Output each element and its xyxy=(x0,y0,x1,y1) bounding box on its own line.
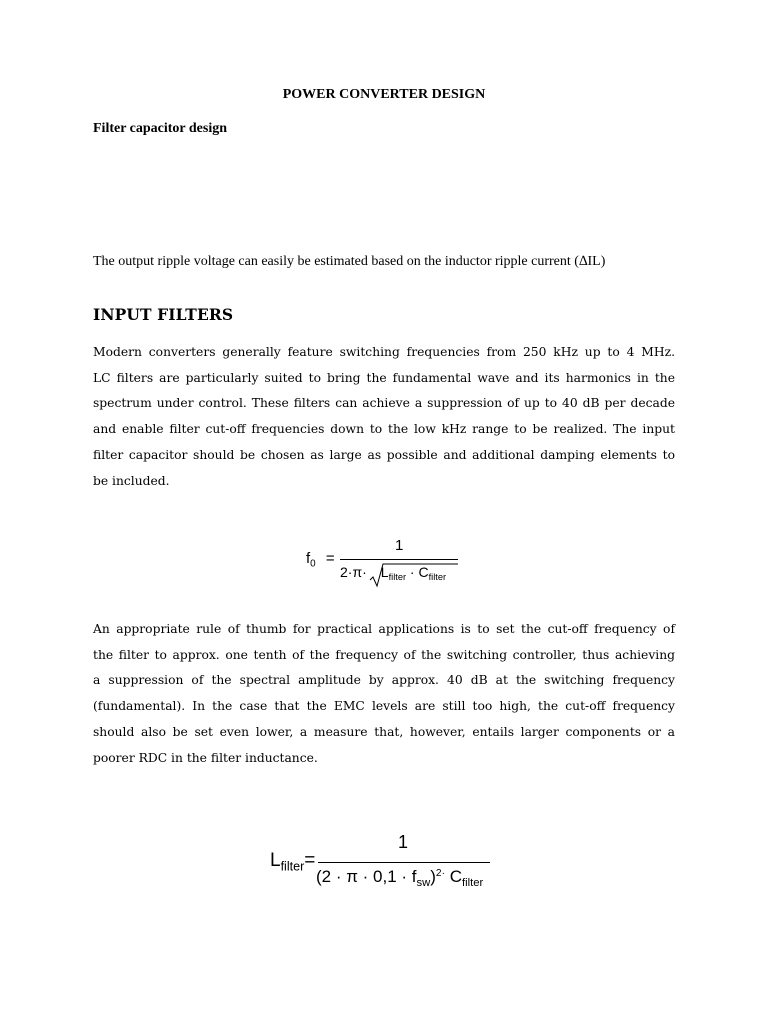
paragraph-line: the filter to approx. one tenth of the frequency of the switching controller, thus achieving xyxy=(93,647,675,662)
cutoff-frequency-equation xyxy=(300,534,470,594)
input-filters-paragraph xyxy=(93,340,675,494)
paragraph-line: (fundamental). In the case that the EMC levels are still too high, the cut-off frequency xyxy=(93,699,675,714)
paragraph-line: spectrum under control. These filters can achieve a suppression of up to 40 dB per decade xyxy=(93,396,675,411)
paragraph-line: be included. xyxy=(93,473,170,488)
equation-lhs: $L_{filter}=$ xyxy=(270,850,316,874)
equation-numerator: 1 xyxy=(395,537,404,554)
document-title: POWER CONVERTER DESIGN xyxy=(282,87,486,102)
equation-denominator: $(2 \cdot \pi \cdot 0,1 \cdot f_{sw})^{2\cdot}$ $C_{filter}$ xyxy=(316,867,484,889)
paragraph-line: a suppression of the spectral amplitude by approx. 40 dB at the switching frequency xyxy=(93,673,675,688)
paragraph-line: should also be set even lower, a measure that, however, entails larger components or a xyxy=(93,724,675,739)
equation-denominator: $2\cdot\pi\cdot L_{filter} \cdot C_{filter}$ xyxy=(340,564,447,583)
paragraph-line: LC filters are particularly suited to bring the fundamental wave and its harmonics in the xyxy=(93,370,675,385)
section-subtitle: Filter capacitor design xyxy=(93,121,228,136)
equation-lhs: $f_0$ = xyxy=(306,550,335,570)
ripple-voltage-sentence: The output ripple voltage can easily be estimated based on the inductor ripple current (∆IL) xyxy=(93,254,606,269)
rule-of-thumb-paragraph xyxy=(93,617,675,771)
input-filters-heading: INPUT FILTERS xyxy=(93,305,234,324)
paragraph-line: An appropriate rule of thumb for practical applications is to set the cut-off frequency of xyxy=(93,622,675,636)
paragraph-line: filter capacitor should be chosen as large as possible and additional damping elements to xyxy=(93,447,675,462)
paragraph-line: poorer RDC in the filter inductance. xyxy=(93,750,318,765)
fraction-bar xyxy=(318,862,490,863)
paragraph-line: and enable filter cut-off frequencies down to the low kHz range to be realized. The input xyxy=(93,422,675,437)
square-root-sign xyxy=(300,534,470,594)
equation-numerator: 1 xyxy=(398,832,409,852)
filter-inductance-equation xyxy=(268,832,498,894)
paragraph-line: Modern converters generally feature switching frequencies from 250 kHz up to 4 MHz. xyxy=(93,345,675,359)
